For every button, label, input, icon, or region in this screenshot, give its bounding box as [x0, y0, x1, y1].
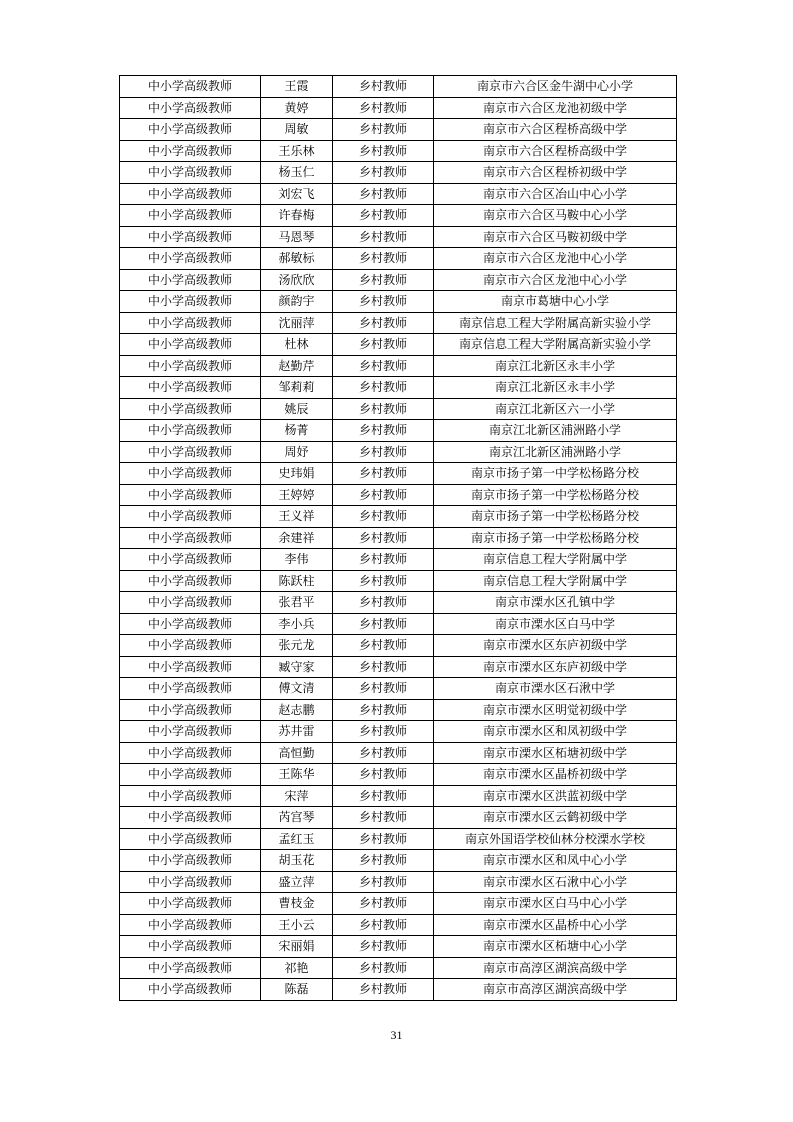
title-cell: 中小学高级教师	[120, 484, 261, 506]
school-cell: 南京市六合区金牛湖中心小学	[434, 76, 677, 98]
school-cell: 南京市溧水区东庐初级中学	[434, 656, 677, 678]
school-cell: 南京市六合区龙池中心小学	[434, 248, 677, 270]
category-cell: 乡村教师	[333, 936, 434, 958]
category-cell: 乡村教师	[333, 269, 434, 291]
school-cell: 南京市溧水区和凤初级中学	[434, 721, 677, 743]
category-cell: 乡村教师	[333, 979, 434, 1001]
name-cell: 余建祥	[261, 527, 333, 549]
title-cell: 中小学高级教师	[120, 807, 261, 829]
school-cell: 南京市六合区程桥高级中学	[434, 119, 677, 141]
table-row	[120, 570, 677, 592]
school-cell: 南京市六合区冶山中心小学	[434, 183, 677, 205]
name-cell: 史玮娟	[261, 463, 333, 485]
name-cell: 颜韵宇	[261, 291, 333, 313]
school-cell: 南京市六合区龙池初级中学	[434, 97, 677, 119]
name-cell: 宋萍	[261, 785, 333, 807]
name-cell: 王乐林	[261, 140, 333, 162]
name-cell: 胡玉花	[261, 850, 333, 872]
category-cell: 乡村教师	[333, 119, 434, 141]
title-cell: 中小学高级教师	[120, 398, 261, 420]
title-cell: 中小学高级教师	[120, 721, 261, 743]
name-cell: 郝敏标	[261, 248, 333, 270]
title-cell: 中小学高级教师	[120, 248, 261, 270]
school-cell: 南京外国语学校仙林分校溧水学校	[434, 828, 677, 850]
title-cell: 中小学高级教师	[120, 355, 261, 377]
table-row	[120, 398, 677, 420]
title-cell: 中小学高级教师	[120, 828, 261, 850]
name-cell: 李小兵	[261, 613, 333, 635]
school-cell: 南京市溧水区石湫中学	[434, 678, 677, 700]
name-cell: 盛立萍	[261, 871, 333, 893]
title-cell: 中小学高级教师	[120, 914, 261, 936]
table-row	[120, 549, 677, 571]
name-cell: 张君平	[261, 592, 333, 614]
school-cell: 南京信息工程大学附属中学	[434, 570, 677, 592]
name-cell: 周妤	[261, 441, 333, 463]
category-cell: 乡村教师	[333, 635, 434, 657]
category-cell: 乡村教师	[333, 592, 434, 614]
table-row	[120, 97, 677, 119]
name-cell: 赵志鹏	[261, 699, 333, 721]
title-cell: 中小学高级教师	[120, 140, 261, 162]
title-cell: 中小学高级教师	[120, 936, 261, 958]
category-cell: 乡村教师	[333, 527, 434, 549]
category-cell: 乡村教师	[333, 205, 434, 227]
table-row	[120, 699, 677, 721]
school-cell: 南京江北新区浦洲路小学	[434, 420, 677, 442]
category-cell: 乡村教师	[333, 398, 434, 420]
category-cell: 乡村教师	[333, 721, 434, 743]
school-cell: 南京市溧水区孔镇中学	[434, 592, 677, 614]
table-row	[120, 226, 677, 248]
school-cell: 南京市溧水区东庐初级中学	[434, 635, 677, 657]
table-row	[120, 183, 677, 205]
title-cell: 中小学高级教师	[120, 656, 261, 678]
title-cell: 中小学高级教师	[120, 334, 261, 356]
category-cell: 乡村教师	[333, 699, 434, 721]
roster-body	[120, 76, 677, 1001]
school-cell: 南京市高淳区湖滨高级中学	[434, 957, 677, 979]
school-cell: 南京市溧水区柘塘初级中学	[434, 742, 677, 764]
table-row	[120, 742, 677, 764]
table-row	[120, 162, 677, 184]
title-cell: 中小学高级教师	[120, 291, 261, 313]
school-cell: 南京市扬子第一中学松杨路分校	[434, 506, 677, 528]
category-cell: 乡村教师	[333, 140, 434, 162]
category-cell: 乡村教师	[333, 355, 434, 377]
school-cell: 南京江北新区永丰小学	[434, 377, 677, 399]
name-cell: 张元龙	[261, 635, 333, 657]
name-cell: 许春梅	[261, 205, 333, 227]
school-cell: 南京市溧水区柘塘中心小学	[434, 936, 677, 958]
title-cell: 中小学高级教师	[120, 635, 261, 657]
category-cell: 乡村教师	[333, 334, 434, 356]
title-cell: 中小学高级教师	[120, 850, 261, 872]
name-cell: 王婷婷	[261, 484, 333, 506]
category-cell: 乡村教师	[333, 441, 434, 463]
name-cell: 姚辰	[261, 398, 333, 420]
school-cell: 南京信息工程大学附属中学	[434, 549, 677, 571]
school-cell: 南京市溧水区云鹤初级中学	[434, 807, 677, 829]
school-cell: 南京市溧水区晶桥初级中学	[434, 764, 677, 786]
name-cell: 汤欣欣	[261, 269, 333, 291]
name-cell: 王小云	[261, 914, 333, 936]
name-cell: 高恒勤	[261, 742, 333, 764]
table-row	[120, 484, 677, 506]
category-cell: 乡村教师	[333, 226, 434, 248]
title-cell: 中小学高级教师	[120, 764, 261, 786]
table-row	[120, 635, 677, 657]
name-cell: 宋丽娟	[261, 936, 333, 958]
title-cell: 中小学高级教师	[120, 785, 261, 807]
name-cell: 沈丽萍	[261, 312, 333, 334]
school-cell: 南京市六合区龙池中心小学	[434, 269, 677, 291]
school-cell: 南京信息工程大学附属高新实验小学	[434, 312, 677, 334]
title-cell: 中小学高级教师	[120, 613, 261, 635]
title-cell: 中小学高级教师	[120, 742, 261, 764]
category-cell: 乡村教师	[333, 850, 434, 872]
category-cell: 乡村教师	[333, 183, 434, 205]
table-row	[120, 936, 677, 958]
title-cell: 中小学高级教师	[120, 226, 261, 248]
title-cell: 中小学高级教师	[120, 893, 261, 915]
table-row	[120, 463, 677, 485]
teacher-roster-table	[119, 75, 677, 1001]
name-cell: 马恩琴	[261, 226, 333, 248]
name-cell: 杨玉仁	[261, 162, 333, 184]
name-cell: 王霞	[261, 76, 333, 98]
category-cell: 乡村教师	[333, 377, 434, 399]
title-cell: 中小学高级教师	[120, 979, 261, 1001]
title-cell: 中小学高级教师	[120, 119, 261, 141]
name-cell: 芮宫琴	[261, 807, 333, 829]
category-cell: 乡村教师	[333, 764, 434, 786]
category-cell: 乡村教师	[333, 162, 434, 184]
table-row	[120, 592, 677, 614]
school-cell: 南京江北新区六一小学	[434, 398, 677, 420]
table-row	[120, 334, 677, 356]
category-cell: 乡村教师	[333, 312, 434, 334]
title-cell: 中小学高级教师	[120, 549, 261, 571]
table-row	[120, 807, 677, 829]
category-cell: 乡村教师	[333, 828, 434, 850]
category-cell: 乡村教师	[333, 742, 434, 764]
school-cell: 南京市六合区程桥初级中学	[434, 162, 677, 184]
name-cell: 祁艳	[261, 957, 333, 979]
school-cell: 南京市溧水区明觉初级中学	[434, 699, 677, 721]
table-row	[120, 506, 677, 528]
table-row	[120, 721, 677, 743]
school-cell: 南京市六合区马鞍初级中学	[434, 226, 677, 248]
school-cell: 南京市葛塘中心小学	[434, 291, 677, 313]
school-cell: 南京市溧水区洪蓝初级中学	[434, 785, 677, 807]
title-cell: 中小学高级教师	[120, 871, 261, 893]
title-cell: 中小学高级教师	[120, 377, 261, 399]
school-cell: 南京市六合区程桥高级中学	[434, 140, 677, 162]
table-row	[120, 291, 677, 313]
title-cell: 中小学高级教师	[120, 592, 261, 614]
name-cell: 周敏	[261, 119, 333, 141]
category-cell: 乡村教师	[333, 248, 434, 270]
school-cell: 南京江北新区浦洲路小学	[434, 441, 677, 463]
category-cell: 乡村教师	[333, 807, 434, 829]
category-cell: 乡村教师	[333, 914, 434, 936]
category-cell: 乡村教师	[333, 613, 434, 635]
title-cell: 中小学高级教师	[120, 420, 261, 442]
table-row	[120, 785, 677, 807]
table-row	[120, 764, 677, 786]
school-cell: 南京市溧水区白马中心小学	[434, 893, 677, 915]
school-cell: 南京市溧水区石湫中心小学	[434, 871, 677, 893]
title-cell: 中小学高级教师	[120, 463, 261, 485]
table-row	[120, 248, 677, 270]
name-cell: 邹莉莉	[261, 377, 333, 399]
name-cell: 陈跃柱	[261, 570, 333, 592]
school-cell: 南京市扬子第一中学松杨路分校	[434, 527, 677, 549]
name-cell: 孟红玉	[261, 828, 333, 850]
table-row	[120, 979, 677, 1001]
name-cell: 曹枝金	[261, 893, 333, 915]
table-row	[120, 420, 677, 442]
table-row	[120, 914, 677, 936]
category-cell: 乡村教师	[333, 484, 434, 506]
school-cell: 南京市六合区马鞍中心小学	[434, 205, 677, 227]
table-row	[120, 527, 677, 549]
table-row	[120, 871, 677, 893]
table-row	[120, 312, 677, 334]
name-cell: 陈磊	[261, 979, 333, 1001]
name-cell: 黄婷	[261, 97, 333, 119]
category-cell: 乡村教师	[333, 420, 434, 442]
school-cell: 南京市溧水区白马中学	[434, 613, 677, 635]
name-cell: 王义祥	[261, 506, 333, 528]
category-cell: 乡村教师	[333, 656, 434, 678]
category-cell: 乡村教师	[333, 291, 434, 313]
title-cell: 中小学高级教师	[120, 441, 261, 463]
title-cell: 中小学高级教师	[120, 570, 261, 592]
table-row	[120, 140, 677, 162]
table-row	[120, 656, 677, 678]
category-cell: 乡村教师	[333, 463, 434, 485]
title-cell: 中小学高级教师	[120, 957, 261, 979]
table-row	[120, 850, 677, 872]
table-row	[120, 893, 677, 915]
title-cell: 中小学高级教师	[120, 183, 261, 205]
table-row	[120, 76, 677, 98]
name-cell: 王陈华	[261, 764, 333, 786]
table-row	[120, 441, 677, 463]
category-cell: 乡村教师	[333, 570, 434, 592]
title-cell: 中小学高级教师	[120, 97, 261, 119]
name-cell: 李伟	[261, 549, 333, 571]
name-cell: 赵勤芹	[261, 355, 333, 377]
table-row	[120, 269, 677, 291]
school-cell: 南京市溧水区和凤中心小学	[434, 850, 677, 872]
page-number: 31	[390, 1028, 403, 1042]
name-cell: 臧守家	[261, 656, 333, 678]
table-row	[120, 355, 677, 377]
category-cell: 乡村教师	[333, 97, 434, 119]
table-row	[120, 678, 677, 700]
title-cell: 中小学高级教师	[120, 162, 261, 184]
category-cell: 乡村教师	[333, 893, 434, 915]
title-cell: 中小学高级教师	[120, 527, 261, 549]
category-cell: 乡村教师	[333, 871, 434, 893]
category-cell: 乡村教师	[333, 549, 434, 571]
school-cell: 南京市扬子第一中学松杨路分校	[434, 463, 677, 485]
name-cell: 苏井雷	[261, 721, 333, 743]
category-cell: 乡村教师	[333, 785, 434, 807]
school-cell: 南京信息工程大学附属高新实验小学	[434, 334, 677, 356]
category-cell: 乡村教师	[333, 76, 434, 98]
title-cell: 中小学高级教师	[120, 506, 261, 528]
school-cell: 南京市扬子第一中学松杨路分校	[434, 484, 677, 506]
title-cell: 中小学高级教师	[120, 205, 261, 227]
category-cell: 乡村教师	[333, 957, 434, 979]
category-cell: 乡村教师	[333, 506, 434, 528]
table-row	[120, 119, 677, 141]
title-cell: 中小学高级教师	[120, 699, 261, 721]
school-cell: 南京市高淳区湖滨高级中学	[434, 979, 677, 1001]
table-row	[120, 377, 677, 399]
school-cell: 南京江北新区永丰小学	[434, 355, 677, 377]
category-cell: 乡村教师	[333, 678, 434, 700]
name-cell: 杨菁	[261, 420, 333, 442]
name-cell: 傅文清	[261, 678, 333, 700]
name-cell: 杜林	[261, 334, 333, 356]
table-row	[120, 205, 677, 227]
table-row	[120, 828, 677, 850]
title-cell: 中小学高级教师	[120, 269, 261, 291]
table-row	[120, 613, 677, 635]
title-cell: 中小学高级教师	[120, 678, 261, 700]
table-row	[120, 957, 677, 979]
title-cell: 中小学高级教师	[120, 76, 261, 98]
school-cell: 南京市溧水区晶桥中心小学	[434, 914, 677, 936]
name-cell: 刘宏飞	[261, 183, 333, 205]
title-cell: 中小学高级教师	[120, 312, 261, 334]
